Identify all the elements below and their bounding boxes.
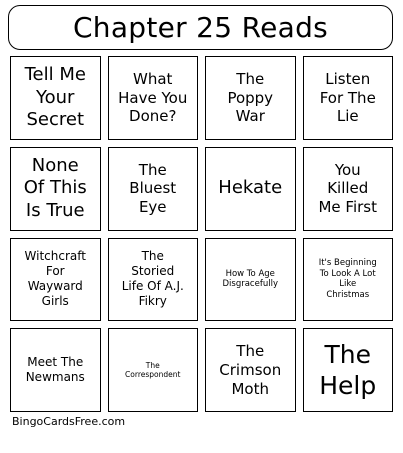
bingo-cell-r3c2[interactable]	[108, 238, 199, 322]
bingo-cell-r2c4[interactable]	[303, 147, 394, 231]
bingo-cell-label: It's Beginning To Look A Lot Like Christmas	[318, 258, 377, 300]
bingo-cell-label: The Correspondent	[125, 360, 181, 380]
bingo-cell-r1c1[interactable]	[10, 56, 101, 140]
bingo-cell-label: The Storied Life Of A.J. Fikry	[121, 249, 184, 309]
bingo-cell-label: Tell Me Your Secret	[24, 64, 86, 131]
bingo-cell-label: What Have You Done?	[118, 69, 188, 126]
bingo-cell-label: Listen For The Lie	[319, 69, 376, 126]
bingo-cell-r4c4[interactable]	[303, 328, 394, 412]
bingo-cell-label: Meet The Newmans	[25, 355, 85, 385]
bingo-cell-label: You Killed Me First	[318, 160, 377, 216]
bingo-cell-r3c3[interactable]	[205, 238, 296, 322]
bingo-cell-label: The Crimson Moth	[219, 342, 282, 398]
bingo-cell-r2c3[interactable]	[205, 147, 296, 231]
bingo-cell-r1c3[interactable]	[205, 56, 296, 140]
card-title-banner	[8, 5, 393, 50]
bingo-cell-label: The Help	[319, 339, 377, 401]
bingo-grid	[10, 56, 393, 412]
bingo-cell-r1c2[interactable]	[108, 56, 199, 140]
bingo-cell-r4c1[interactable]	[10, 328, 101, 412]
bingo-cell-label: The Bluest Eye	[129, 160, 177, 216]
footer-credit: BingoCardsFree.com	[12, 415, 126, 428]
bingo-cell-label: How To Age Disgracefully	[222, 268, 278, 290]
bingo-cell-r4c2[interactable]	[108, 328, 199, 412]
bingo-cell-r3c4[interactable]	[303, 238, 394, 322]
bingo-cell-label: The Poppy War	[227, 69, 274, 126]
bingo-cell-r4c3[interactable]	[205, 328, 296, 412]
card-title: Chapter 25 Reads	[72, 10, 329, 44]
bingo-cell-label: Hekate	[218, 177, 283, 199]
bingo-cell-r3c1[interactable]	[10, 238, 101, 322]
bingo-cell-r2c1[interactable]	[10, 147, 101, 231]
bingo-cell-label: Witchcraft For Wayward Girls	[24, 249, 86, 309]
bingo-cell-r1c4[interactable]	[303, 56, 394, 140]
bingo-cell-label: None Of This Is True	[23, 154, 87, 221]
bingo-cell-r2c2[interactable]	[108, 147, 199, 231]
